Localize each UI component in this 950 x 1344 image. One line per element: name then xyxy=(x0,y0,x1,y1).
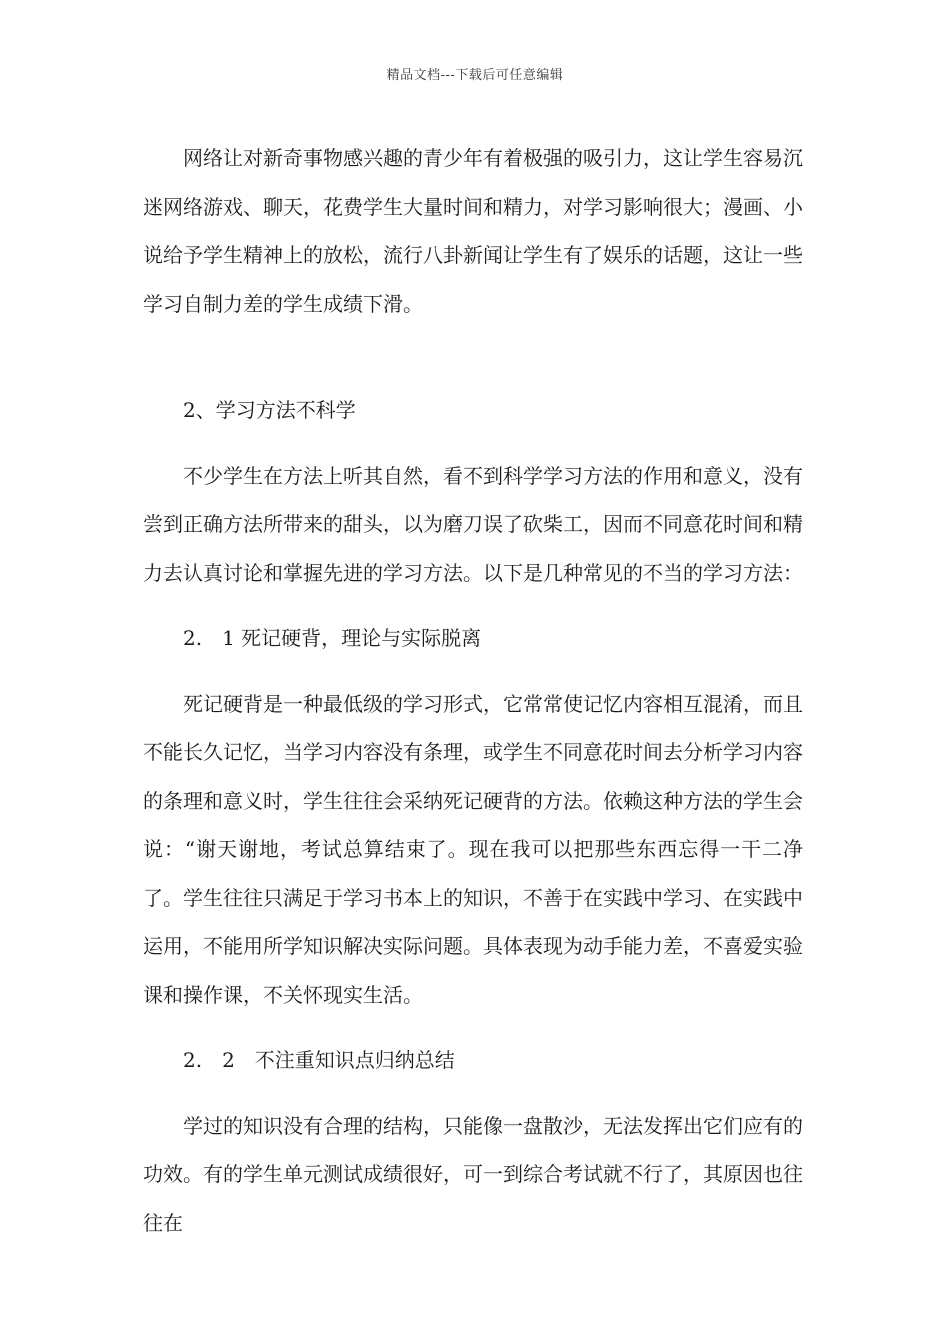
paragraph-knowledge-summary: 学过的知识没有合理的结构，只能像一盘散沙，无法发挥出它们应有的功效。有的学生单元测试成绩很好，可一到综合考试就不行了，其原因也往往在 xyxy=(143,1113,803,1235)
page-header: 精品文档---下载后可任意编辑 xyxy=(386,68,564,83)
subsection-heading-2-1: 2. 1 死记硬背，理论与实际脱离 xyxy=(183,626,482,650)
subsection-heading-2-2: 2. 2 不注重知识点归纳总结 xyxy=(183,1048,455,1072)
spacer xyxy=(143,1085,803,1102)
spacer xyxy=(143,328,803,386)
paragraph-rote-memorization: 死记硬背是一种最低级的学习形式，它常常使记忆内容相互混淆，而且不能长久记忆，当学习内容没有条理，或学生不同意花时间去分析学习内容的条理和意义时，学生往往会采纳死记硬背的方法。依赖这种方法的学生会说：“谢天谢地，考试总算结束了。现在我可以把那些东西忘得一干二净了。学生往往只满足于学习书本上的知识，不善于在实践中学习、在实践中运用，不能用所学知识解决实际问题。具体表现为动手能力差，不喜爱实验课和操作课，不关怀现实生活。 xyxy=(143,691,803,1007)
document-body xyxy=(143,134,803,1247)
spacer xyxy=(143,597,803,614)
paragraph-internet-distraction: 网络让对新奇事物感兴趣的青少年有着极强的吸引力，这让学生容易沉迷网络游戏、聊天，花费学生大量时间和精力，对学习影响很大；漫画、小说给予学生精神上的放松，流行八卦新闻让学生有了娱乐的话题，这让一些学习自制力差的学生成绩下滑。 xyxy=(143,146,803,316)
spacer xyxy=(143,1019,803,1036)
spacer xyxy=(143,663,803,680)
section-heading-2: 2、学习方法不科学 xyxy=(183,398,356,422)
paragraph-study-methods: 不少学生在方法上听其自然，看不到科学学习方法的作用和意义，没有尝到正确方法所带来的甜头，以为磨刀误了砍柴工，因而不同意花时间和精力去认真讨论和掌握先进的学习方法。以下是几种常见的不当的学习方法： xyxy=(143,463,803,585)
spacer xyxy=(143,435,803,452)
